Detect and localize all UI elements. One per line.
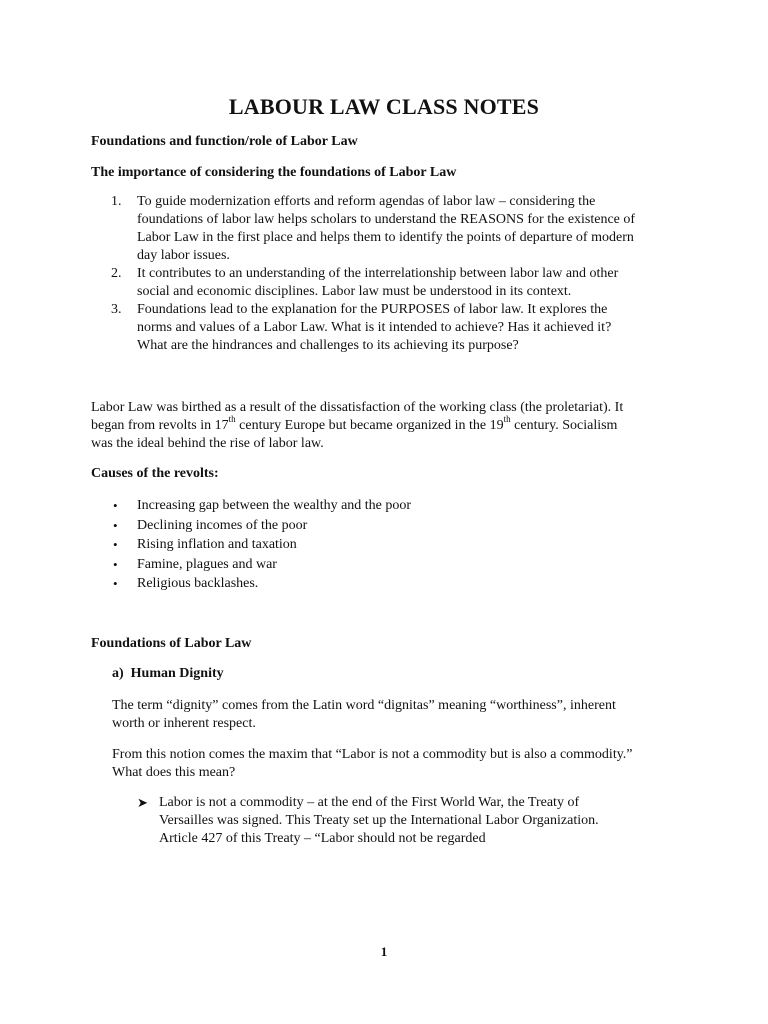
item-line: Foundations lead to the explanation for the PURPOSES of labor law. It explores the [137,302,608,317]
paragraph-line: The term “dignity” comes from the Latin word “dignitas” meaning “worthiness”, inherent [112,698,616,713]
item-line: foundations of labor law helps scholars to understand the REASONS for the existence of [137,212,636,227]
paragraph-text: century. Socialism [510,418,618,433]
paragraph-line: Labor is not a commodity – at the end of the First World War, the Treaty of [159,795,580,810]
paragraph-line: was the ideal behind the rise of labor law. [91,436,324,451]
paragraph-text: century Europe but became organized in the 19 [235,418,504,433]
heading-importance: The importance of considering the foundations of Labor Law [91,165,457,180]
item-line: norms and values of a Labor Law. What is it intended to achieve? Has it achieved it? [137,320,612,335]
paragraph-line: worth or inherent respect. [112,716,256,731]
numbered-item [91,265,651,301]
item-number: 2. [111,266,122,281]
bullet-icon: • [113,498,118,513]
bullet-item [91,574,411,594]
item-number: 3. [111,302,122,317]
bullet-icon: • [113,537,118,552]
maxim-paragraph [112,746,712,782]
item-line: It contributes to an understanding of the interrelationship between labor law and other [137,266,619,281]
numbered-item [91,301,651,355]
page-number: 1 [380,944,388,959]
arrow-list-item [159,794,679,848]
bullet-item [91,516,411,536]
item-line: day labor issues. [137,248,230,263]
bullet-text: Declining incomes of the poor [137,517,308,533]
bullet-item [91,535,411,555]
bullet-icon: • [113,556,118,572]
bullet-icon: • [113,576,118,591]
paragraph-line: Versailles was signed. This Treaty set up the International Labor Organization. [159,813,599,828]
dignity-paragraph [112,697,692,733]
item-line: Labor Law in the first place and helps them to identify the points of departure of modern [137,230,634,245]
paragraph-line: What does this mean? [112,765,236,780]
bullet-text: Famine, plagues and war [137,556,277,572]
subheading-human-dignity: a) Human Dignity [112,666,224,681]
paragraph-line: From this notion comes the maxim that “Labor is not a commodity but is also a commodity.” [112,747,633,762]
paragraph-line: Labor Law was birthed as a result of the dissatisfaction of the working class (the proletariat). It [91,400,624,415]
intro-paragraph [91,399,691,453]
numbered-item [91,193,651,265]
item-line: To guide modernization efforts and reform agendas of labor law – considering the [137,194,596,209]
bullet-icon: • [113,517,118,533]
item-number: 1. [111,194,122,209]
paragraph-line: Article 427 of this Treaty – “Labor should not be regarded [159,831,486,846]
item-line: What are the hindrances and challenges to its achieving its purpose? [137,338,519,353]
arrow-bullet-icon: ➤ [137,795,148,810]
heading-causes: Causes of the revolts: [91,466,219,481]
heading-foundations-function: Foundations and function/role of Labor Law [91,134,358,149]
document-title: LABOUR LAW CLASS NOTES [228,94,540,119]
item-line: social and economic disciplines. Labor law must be understood in its context. [137,284,572,299]
bullet-text: Rising inflation and taxation [137,537,297,552]
numbered-list [91,193,651,355]
bullet-text: Increasing gap between the wealthy and the poor [137,498,412,513]
causes-list [91,496,411,594]
heading-foundations: Foundations of Labor Law [91,636,252,651]
bullet-item [91,555,411,575]
bullet-text: Religious backlashes. [137,576,259,591]
superscript: th [503,414,511,425]
paragraph-text: began from revolts in 17 [91,418,229,433]
superscript: th [228,414,236,425]
bullet-item [91,496,411,516]
